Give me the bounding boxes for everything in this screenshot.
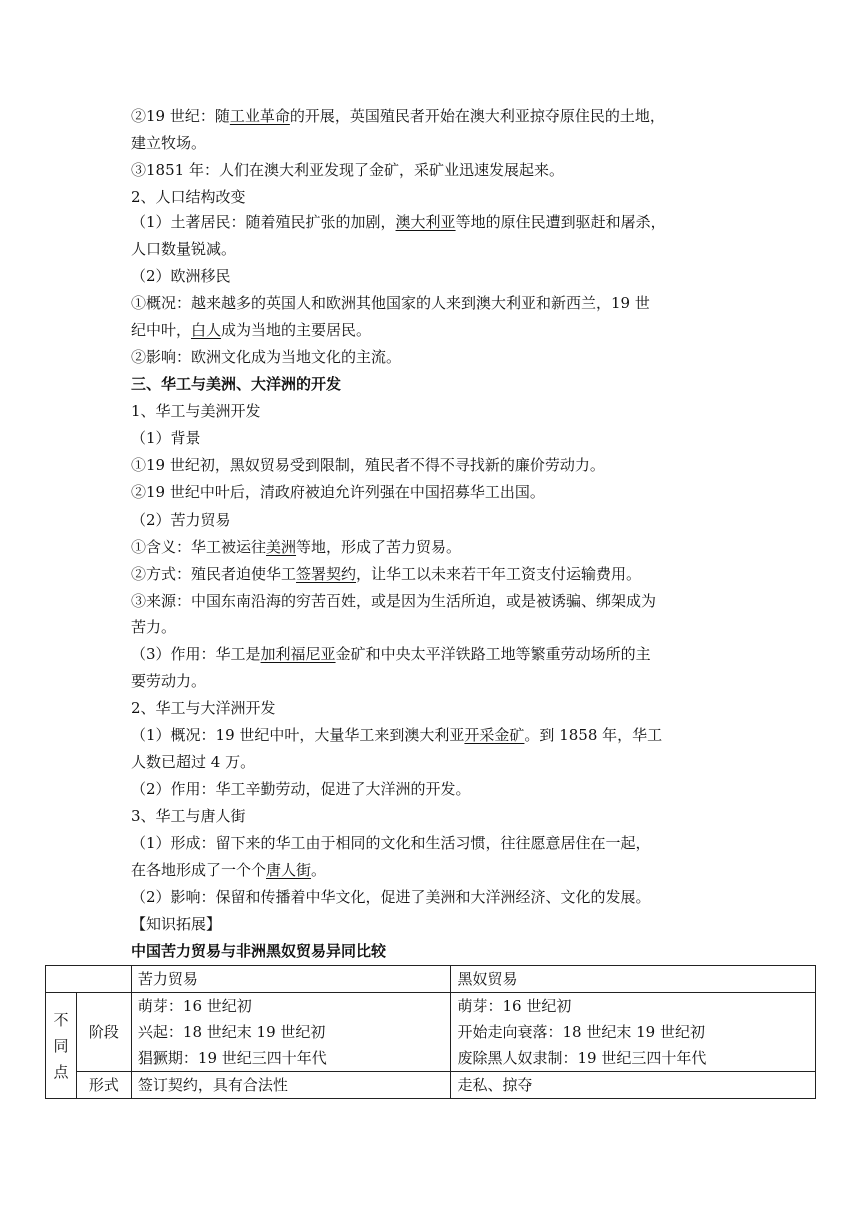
text-line: ①概况：越来越多的英国人和欧洲其他国家的人来到澳大利亚和新西兰，19 世 xyxy=(131,294,650,312)
text-segment: 的开展，英国殖民者开始在澳大利亚掠夺原住民的土地， xyxy=(289,107,665,125)
text-line xyxy=(131,857,741,883)
header-cell-slave: 黑奴贸易 xyxy=(451,966,816,993)
text-line: ②19 世纪中叶后，清政府被迫允许列强在中国招募华工出国。 xyxy=(131,483,545,501)
text-line: （1）形成：留下来的华工由于相同的文化和生活习惯，往往愿意居住在一起， xyxy=(131,834,651,852)
text-segment: 金矿和中央太平洋铁路工地等繁重劳动场所的主 xyxy=(335,645,651,663)
text-line: （2）欧洲移民 xyxy=(131,267,231,285)
underlined-term: 澳大利亚 xyxy=(395,213,456,231)
table-caption: 中国苦力贸易与非洲黑奴贸易异同比较 xyxy=(131,942,387,960)
text-segment: （3）作用：华工是 xyxy=(131,645,261,663)
text-segment: 纪中叶， xyxy=(131,321,192,339)
text-line xyxy=(131,534,741,560)
text-line: 要劳动力。 xyxy=(131,672,207,690)
text-line: ③1851 年：人们在澳大利亚发现了金矿，采矿业迅速发展起来。 xyxy=(131,161,564,179)
group-label-char: 点 xyxy=(53,1062,69,1081)
underlined-term: 开采金矿 xyxy=(464,726,525,744)
text-segment: 等地，形成了苦力贸易。 xyxy=(296,538,462,556)
text-segment: ②方式：殖民者迫使华工 xyxy=(131,565,297,583)
underlined-term: 工业革命 xyxy=(229,107,290,125)
underlined-term: 签署契约 xyxy=(296,565,357,583)
text-line xyxy=(131,641,741,667)
cell-line: 萌芽：16 世纪初 xyxy=(457,997,572,1015)
text-segment: ，让华工以未来若干年工资支付运输费用。 xyxy=(356,565,642,583)
text-line: （1）背景 xyxy=(131,429,201,447)
text-segment: （1）概况：19 世纪中叶，大量华工来到澳大利亚 xyxy=(131,726,465,744)
underlined-term: 唐人街 xyxy=(266,861,312,879)
header-cell-empty xyxy=(46,966,132,993)
text-line xyxy=(131,209,741,235)
underlined-term: 加利福尼亚 xyxy=(260,645,336,663)
text-line: （2）作用：华工辛勤劳动，促进了大洋洲的开发。 xyxy=(131,780,471,798)
group-label-char: 不 xyxy=(53,1010,69,1029)
text-line: 建立牧场。 xyxy=(131,134,207,152)
row-label-form: 形式 xyxy=(76,1072,131,1099)
text-line xyxy=(131,317,741,343)
section-heading: 三、华工与美洲、大洋洲的开发 xyxy=(131,375,342,393)
cell-line: 开始走向衰落：18 世纪末 19 世纪初 xyxy=(457,1023,705,1041)
group-label-differences xyxy=(46,993,77,1099)
section-subheading: 2、华工与大洋洲开发 xyxy=(131,699,276,717)
text-segment: 等地的原住民遭到驱赶和屠杀， xyxy=(455,213,666,231)
text-line: （2）影响：保留和传播着中华文化，促进了美洲和大洋洲经济、文化的发展。 xyxy=(131,888,651,906)
underlined-term: 白人 xyxy=(191,321,222,339)
text-line xyxy=(131,722,741,748)
text-segment: 成为当地的主要居民。 xyxy=(221,321,372,339)
text-line xyxy=(131,103,741,129)
section-subheading: 2、人口结构改变 xyxy=(131,188,246,206)
text-segment: ①含义：华工被运往 xyxy=(131,538,267,556)
table-row xyxy=(46,993,816,1072)
text-line xyxy=(131,561,741,587)
text-line: 人口数量锐减。 xyxy=(131,240,237,258)
cell-slave-form: 走私、掠夺 xyxy=(451,1072,816,1099)
text-line: ②影响：欧洲文化成为当地文化的主流。 xyxy=(131,348,402,366)
text-segment: （1）土著居民：随着殖民扩张的加剧， xyxy=(131,213,396,231)
text-segment: 。到 1858 年，华工 xyxy=(524,726,663,744)
table-header-row xyxy=(46,966,816,993)
cell-coolie-stage xyxy=(131,993,451,1072)
group-label-char: 同 xyxy=(53,1036,69,1055)
comparison-table xyxy=(45,965,816,1099)
section-subheading: 1、华工与美洲开发 xyxy=(131,402,261,420)
section-subheading: 3、华工与唐人街 xyxy=(131,807,246,825)
row-label-stage: 阶段 xyxy=(76,993,131,1072)
knowledge-extension-label: 【知识拓展】 xyxy=(131,915,222,933)
cell-line: 废除黑人奴隶制：19 世纪三四十年代 xyxy=(457,1049,707,1067)
cell-coolie-form: 签订契约，具有合法性 xyxy=(131,1072,451,1099)
text-line: 人数已超过 4 万。 xyxy=(131,753,256,771)
text-line: （2）苦力贸易 xyxy=(131,511,231,529)
text-line: ①19 世纪初，黑奴贸易受到限制，殖民者不得不寻找新的廉价劳动力。 xyxy=(131,456,605,474)
cell-line: 萌芽：16 世纪初 xyxy=(137,997,252,1015)
text-segment: 在各地形成了一个个 xyxy=(131,861,267,879)
text-line: ③来源：中国东南沿海的穷苦百姓，或是因为生活所迫，或是被诱骗、绑架成为 xyxy=(131,592,657,610)
text-line: 苦力。 xyxy=(131,618,177,636)
text-segment: 。 xyxy=(311,861,327,879)
underlined-term: 美洲 xyxy=(266,538,297,556)
cell-line: 兴起：18 世纪末 19 世纪初 xyxy=(137,1023,326,1041)
cell-slave-stage xyxy=(451,993,816,1072)
cell-line: 猖獗期：19 世纪三四十年代 xyxy=(137,1049,327,1067)
text-segment: ②19 世纪：随 xyxy=(131,107,230,125)
table-row xyxy=(46,1072,816,1099)
header-cell-coolie: 苦力贸易 xyxy=(131,966,451,993)
